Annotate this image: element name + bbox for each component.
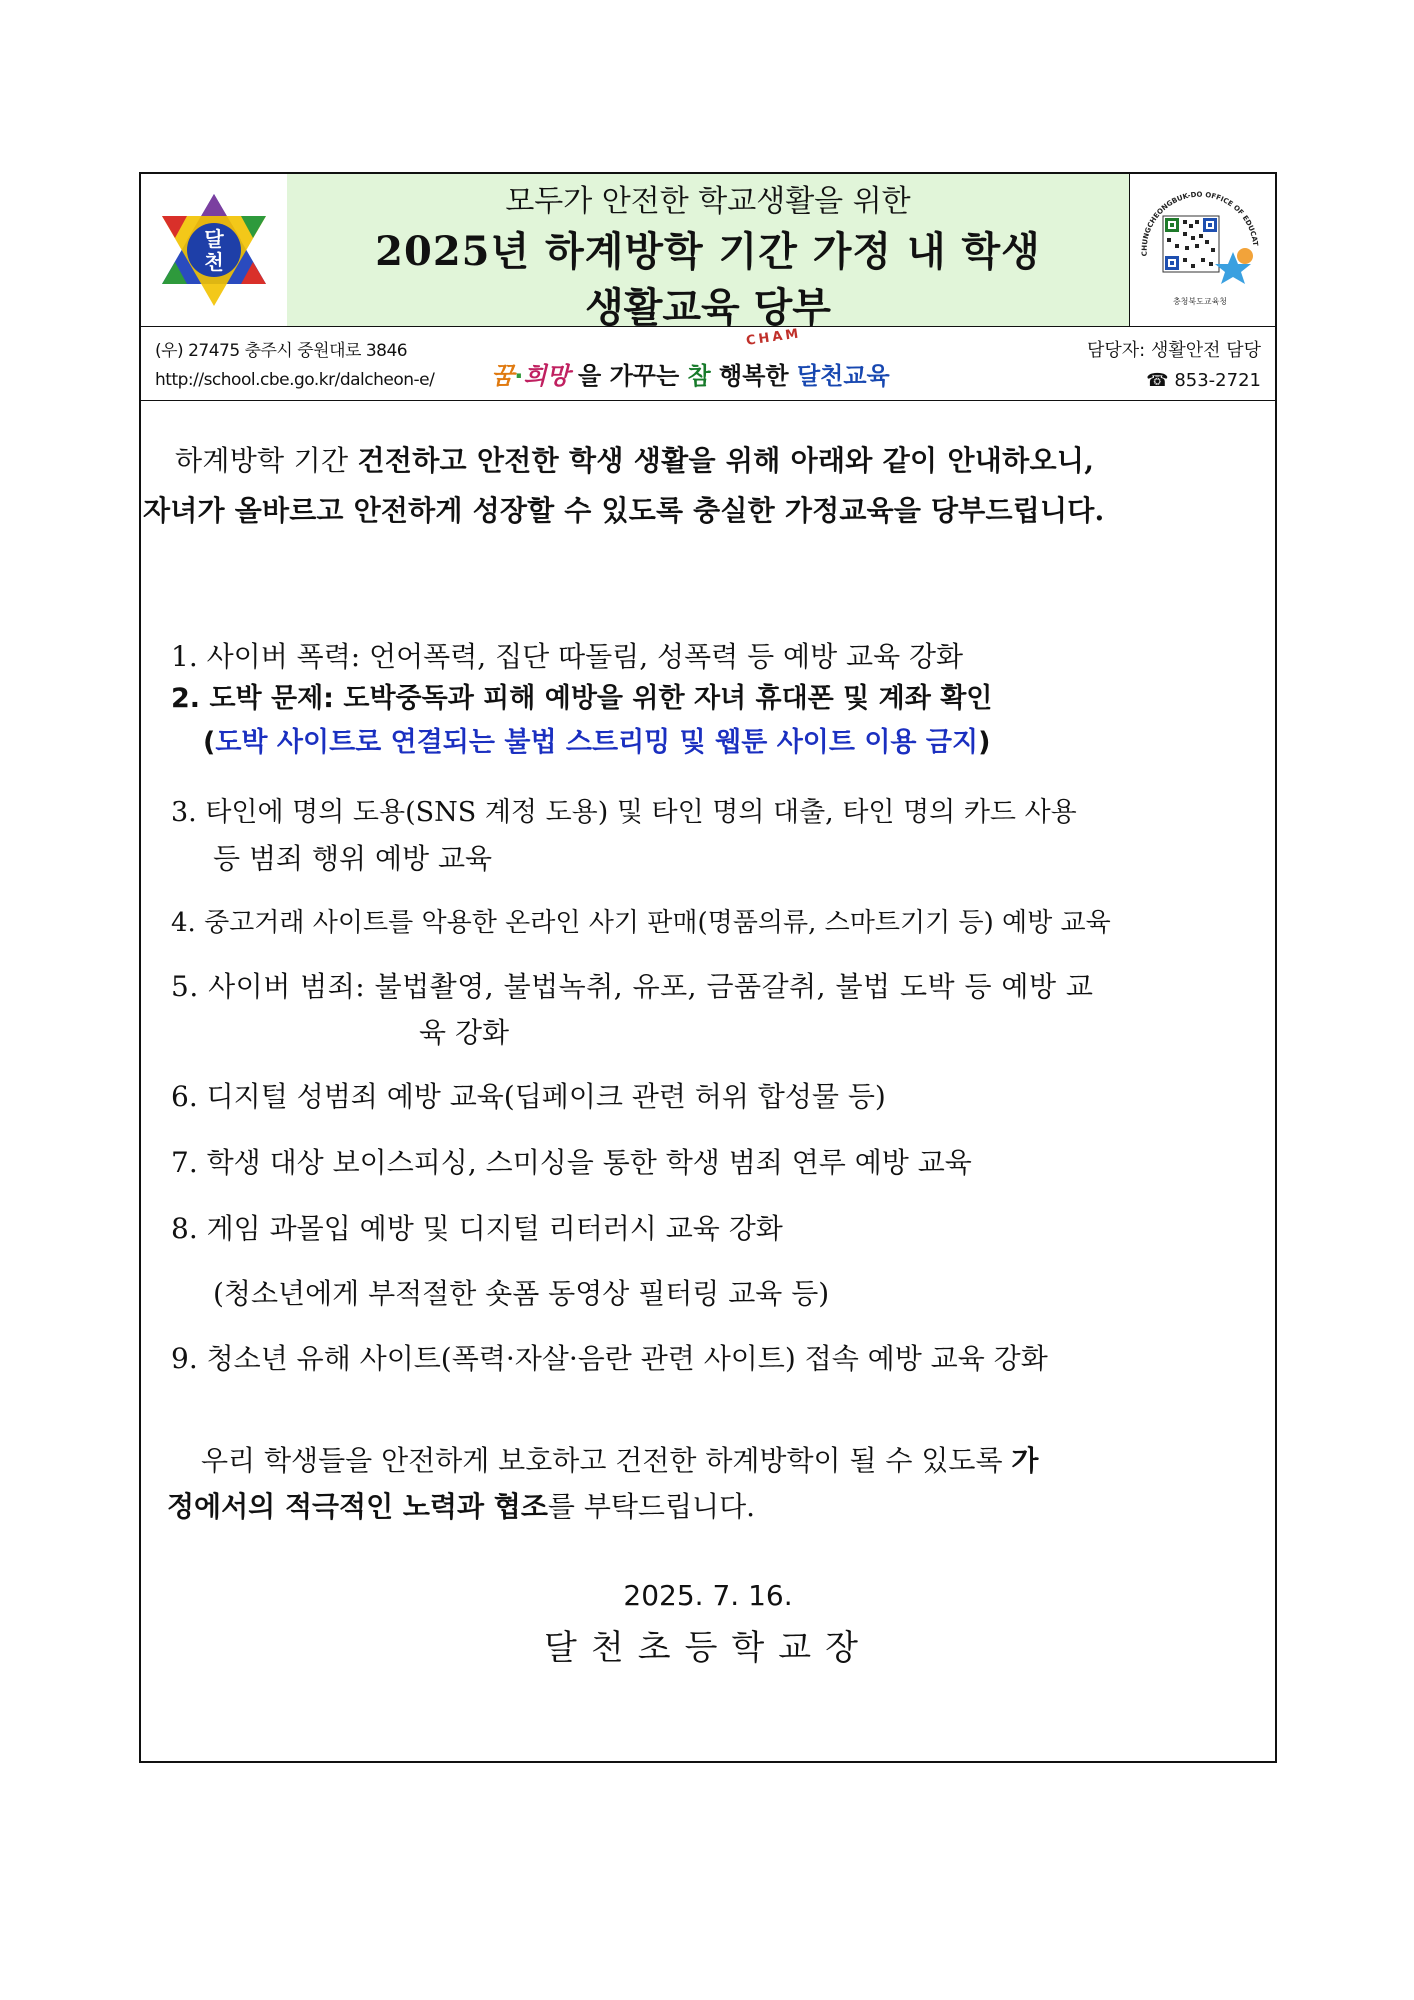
item2-note-close: ) [978, 727, 991, 758]
education-slogan [491, 356, 890, 391]
school-logo-icon [141, 174, 287, 326]
title-cell [287, 174, 1130, 331]
notice-title-line1: 2025년 하계방학 기간 가정 내 학생 [375, 228, 1041, 275]
qr-code-icon [1125, 174, 1275, 326]
notice-title-line2: 생활교육 당부 [585, 284, 831, 331]
list-item-9: 9. 청소년 유해 사이트(폭력·자살·음란 관련 사이트) 접속 예방 교육 강화 [171, 1342, 1048, 1375]
school-url-link[interactable]: http://school.cbe.go.kr/dalcheon-e/ [155, 370, 435, 390]
contact-phone: ☎ 853-2721 [1146, 370, 1261, 391]
office-qr-cell [1125, 174, 1275, 326]
list-item-8-note: (청소년에게 부적절한 숏폼 동영상 필터링 교육 등) [213, 1277, 830, 1310]
principal-signature: 달천초등학교장 [544, 1628, 872, 1668]
contact-person: 담당자: 생활안전 담당 [1087, 340, 1261, 361]
school-address: (우) 27475 충주시 중원대로 3846 [155, 341, 408, 361]
logo-char-top: 달 [204, 227, 224, 251]
list-item-8: 8. 게임 과몰입 예방 및 디지털 리터러시 교육 강화 [171, 1212, 783, 1245]
closing-line1 [201, 1444, 1038, 1478]
list-item-2: 2. 도박 문제: 도박중독과 피해 예방을 위한 자녀 휴대폰 및 계좌 확인 [171, 683, 993, 714]
list-item-3b: 등 범죄 행위 예방 교육 [213, 842, 493, 875]
list-item-6: 6. 디지털 성범죄 예방 교육(딥페이크 관련 허위 합성물 등) [171, 1080, 886, 1113]
list-item-4: 4. 중고거래 사이트를 악용한 온라인 사기 판매(명품의류, 스마트기기 등) 예방 교육 [171, 908, 1111, 938]
intro-line1-normal: 하계방학 기간 [175, 444, 358, 477]
intro-line1 [175, 444, 1094, 478]
closing-line2-bold: 정에서의 적극적인 노력과 협조 [167, 1490, 548, 1523]
list-item-7: 7. 학생 대상 보이스피싱, 스미싱을 통한 학생 범죄 연루 예방 교육 [171, 1146, 972, 1179]
list-item-3a: 3. 타인에 명의 도용(SNS 계정 도용) 및 타인 명의 대출, 타인 명의 카드 사용 [171, 797, 1077, 828]
slogan-cham: 참 [687, 362, 711, 390]
school-logo-cell [141, 174, 288, 326]
office-name: 충청북도교육청 [1172, 297, 1228, 306]
slogan-part2: 행복한 [710, 362, 797, 390]
notice-subtitle: 모두가 안전한 학교생활을 위한 [505, 184, 911, 219]
slogan-school: 달천교육 [796, 362, 890, 390]
notice-header [141, 174, 1275, 331]
notice-document [139, 172, 1277, 1763]
notice-date: 2025. 7. 16. [623, 1579, 793, 1612]
slogan-dream: 꿈 [491, 362, 515, 390]
office-arc-label: CHUNGCHEONGBUK-DO OFFICE OF EDUCAT [1140, 190, 1260, 257]
item2-note-open: ( [203, 727, 216, 758]
closing-line1-normal: 우리 학생들을 안전하게 보호하고 건전한 하계방학이 될 수 있도록 [201, 1444, 1012, 1477]
list-item-5b: 육 강화 [419, 1016, 510, 1049]
slogan-part1: 을 가꾸는 [569, 362, 688, 390]
list-item-5a: 5. 사이버 범죄: 불법촬영, 불법녹취, 유포, 금품갈취, 불법 도박 등 예방 교 [171, 970, 1094, 1003]
intro-line2: 자녀가 올바르고 안전하게 성장할 수 있도록 충실한 가정교육을 당부드립니다. [143, 494, 1105, 527]
info-row [141, 326, 1275, 401]
closing-line2 [167, 1490, 755, 1524]
slogan-hope: 희망 [523, 362, 570, 390]
logo-char-bottom: 천 [204, 250, 224, 274]
list-item-1: 1. 사이버 폭력: 언어폭력, 집단 따돌림, 성폭력 등 예방 교육 강화 [171, 640, 964, 673]
closing-line2-normal: 를 부탁드립니다. [547, 1490, 756, 1523]
closing-line1-bold: 가 [1011, 1444, 1039, 1477]
list-item-2-note [203, 726, 990, 760]
item2-note-text: 도박 사이트로 연결되는 불법 스트리밍 및 웹툰 사이트 이용 금지 [215, 727, 979, 758]
cham-tag: CHAM [745, 326, 803, 349]
intro-line1-bold: 건전하고 안전한 학생 생활을 위해 아래와 같이 안내하오니, [357, 444, 1095, 477]
slogan-dot: · [514, 362, 524, 390]
